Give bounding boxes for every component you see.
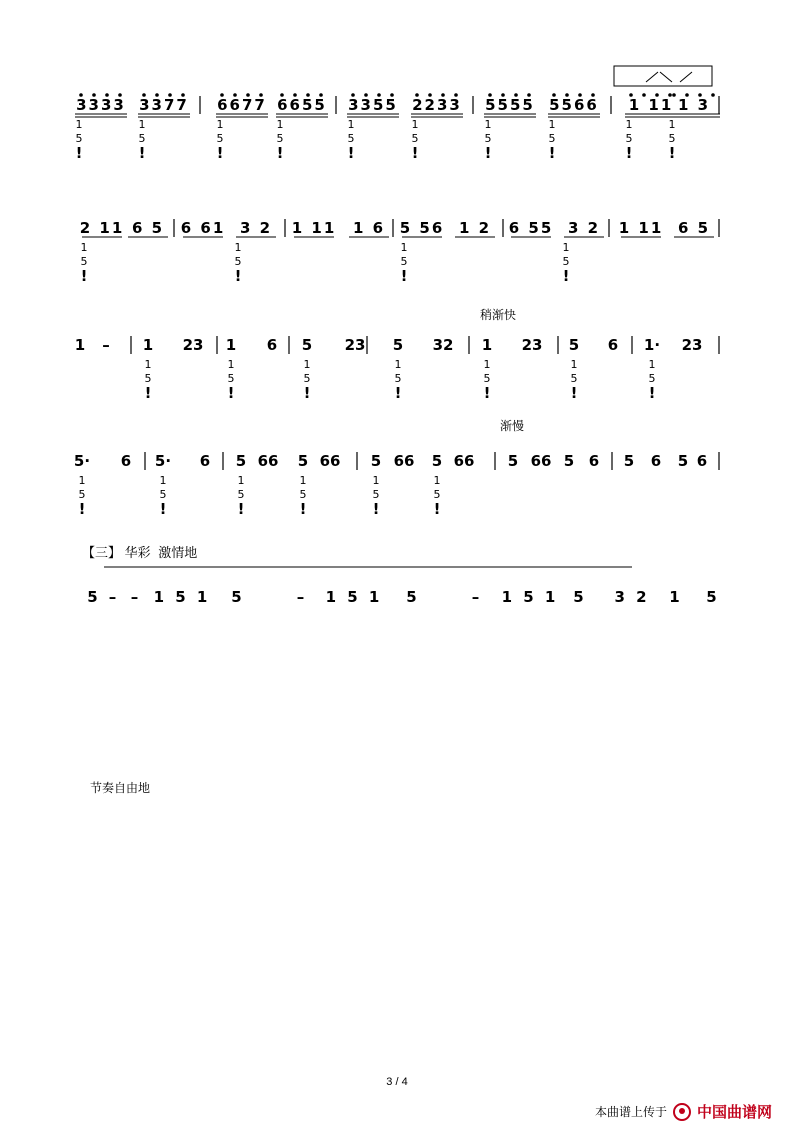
note-group: 2 11: [79, 219, 125, 237]
note-group: 1 6: [352, 219, 386, 237]
pedal-note: 1: [483, 358, 491, 371]
note: 1 5 1: [153, 588, 211, 606]
pedal-mark: !: [227, 384, 235, 402]
pedal-note: 5: [227, 372, 235, 385]
pedal-mark: !: [303, 384, 311, 402]
note-group: 5555: [485, 96, 535, 114]
pedal-note: 1: [299, 474, 307, 487]
octave-dot-high: [528, 94, 531, 97]
note-group: 3333: [76, 96, 126, 114]
page-number-text: 3 / 4: [386, 1076, 408, 1088]
pedal-mark: !: [570, 384, 578, 402]
pedal-mark: !: [400, 267, 408, 285]
note: 1: [225, 336, 237, 354]
bowing-stroke: [660, 72, 672, 82]
octave-dot-high: [119, 94, 122, 97]
note: 6: [199, 452, 211, 470]
note: 6: [696, 452, 708, 470]
octave-dot-high: [566, 94, 569, 97]
pedal-note: 5: [394, 372, 402, 385]
pedal-note: 5: [159, 488, 167, 501]
octave-dot-high: [378, 94, 381, 97]
note: 6: [266, 336, 278, 354]
note: 5: [623, 452, 635, 470]
note-group: 3 2: [239, 219, 273, 237]
pedal-mark: !: [483, 384, 491, 402]
note: 1·: [643, 336, 661, 354]
note: 3 2: [614, 588, 650, 606]
pedal-mark: !: [411, 144, 419, 162]
pedal-note: 1: [80, 241, 88, 254]
note: 66: [257, 452, 279, 470]
octave-dot-high: [416, 94, 419, 97]
note-group: 1 11: [291, 219, 337, 237]
note: 23: [182, 336, 204, 354]
note: 6: [588, 452, 600, 470]
pedal-note: 1: [159, 474, 167, 487]
pedal-note: 1: [303, 358, 311, 371]
bowing-stroke: [680, 72, 692, 82]
pedal-note: 1: [227, 358, 235, 371]
notes-layer: [74, 96, 720, 606]
pedal-mark: !: [216, 144, 224, 162]
note-group: 3355: [348, 96, 398, 114]
pedal-note: 1: [625, 118, 633, 131]
pedal-note: 5: [433, 488, 441, 501]
pedal-note: 5: [570, 372, 578, 385]
octave-dot-high: [320, 94, 323, 97]
octave-dot-high: [80, 94, 83, 97]
note-group: 3377: [139, 96, 189, 114]
octave-dot-high: [143, 94, 146, 97]
pedal-note: 1: [548, 118, 556, 131]
note: 1: [669, 588, 683, 606]
pedal-mark: !: [668, 144, 676, 162]
note: –: [130, 588, 142, 606]
octave-dot-high: [630, 94, 633, 97]
octave-dot-high: [455, 94, 458, 97]
pedal-mark: !: [394, 384, 402, 402]
note: 5: [563, 452, 575, 470]
note: 5: [392, 336, 404, 354]
octave-dot-high: [699, 94, 702, 97]
note: 66: [453, 452, 475, 470]
pedal-note: 5: [562, 255, 570, 268]
octave-dot-high: [579, 94, 582, 97]
pedal-mark: !: [159, 500, 167, 518]
note: 1: [74, 336, 86, 354]
pedal-note: 5: [400, 255, 408, 268]
note-group: 2233: [412, 96, 462, 114]
note: 1: [481, 336, 493, 354]
pedal-note: 5: [483, 372, 491, 385]
note: 5: [87, 588, 101, 606]
marks-layer: [75, 66, 720, 567]
pedal-note: 1: [648, 358, 656, 371]
bowing-box: [614, 66, 712, 86]
pedal-note: 1: [276, 118, 284, 131]
pedal-mark: !: [548, 144, 556, 162]
pedal-note: 5: [234, 255, 242, 268]
note: –: [296, 588, 308, 606]
note: 1 5 1: [501, 588, 559, 606]
note: 5: [370, 452, 382, 470]
note: 5: [573, 588, 587, 606]
note: 5: [406, 588, 420, 606]
site-name[interactable]: 中国曲谱网: [696, 1103, 772, 1121]
note: 5: [677, 452, 689, 470]
pedal-mark: !: [347, 144, 355, 162]
note: 5·: [154, 452, 172, 470]
note: 5: [431, 452, 443, 470]
note: 6: [607, 336, 619, 354]
note-group: 6677: [217, 96, 267, 114]
pedal-mark: !: [625, 144, 633, 162]
pedal-mark: !: [648, 384, 656, 402]
note: –: [102, 336, 110, 354]
note-group: 6 55: [508, 219, 554, 237]
pedal-note: 5: [78, 488, 86, 501]
note: 6: [120, 452, 132, 470]
pedal-note: 5: [548, 132, 556, 145]
note-group: 6 5: [131, 219, 165, 237]
pedal-mark: !: [562, 267, 570, 285]
pedal-mark: !: [138, 144, 146, 162]
pedal-note: 5: [80, 255, 88, 268]
pedal-mark: !: [234, 267, 242, 285]
octave-dot-high: [221, 94, 224, 97]
uploaded-to-text: 本曲谱上传于: [594, 1105, 667, 1119]
octave-dot-high: [156, 94, 159, 97]
octave-dot-high: [106, 94, 109, 97]
pedal-note: 5: [276, 132, 284, 145]
pedal-note: 5: [216, 132, 224, 145]
note: 5: [301, 336, 313, 354]
octave-dot-high: [686, 94, 689, 97]
octave-dot-high: [234, 94, 237, 97]
octave-dot-high: [643, 94, 646, 97]
pedal-mark: !: [237, 500, 245, 518]
pedal-note: 1: [433, 474, 441, 487]
pedal-note: 1: [372, 474, 380, 487]
pedal-note: 5: [347, 132, 355, 145]
pedal-note: 5: [411, 132, 419, 145]
note: 5: [507, 452, 519, 470]
pedal-note: 1: [411, 118, 419, 131]
pedal-note: 1: [668, 118, 676, 131]
tempo-gradually-slower: 渐慢: [500, 419, 525, 433]
octave-dot-high: [93, 94, 96, 97]
octave-dot-high: [352, 94, 355, 97]
note-group: 6 61: [180, 219, 226, 237]
page-number: [0, 1076, 794, 1088]
section-title: 华彩: [124, 545, 151, 560]
pedal-mark: !: [75, 144, 83, 162]
note: 5: [231, 588, 245, 606]
note: 23: [344, 336, 366, 354]
octave-dot-high: [592, 94, 595, 97]
octave-dot-high: [502, 94, 505, 97]
section-heading: [82, 542, 197, 561]
octave-dot-high: [442, 94, 445, 97]
footer-credit: [595, 1101, 772, 1122]
note: 6: [650, 452, 662, 470]
octave-dot-high: [182, 94, 185, 97]
note-group: 1 3: [677, 96, 711, 114]
octave-dot-high: [294, 94, 297, 97]
octave-dot-high: [553, 94, 556, 97]
octave-dot-high: [669, 94, 672, 97]
pedal-note: 1: [394, 358, 402, 371]
note: 1 5 1: [325, 588, 383, 606]
note: 5: [297, 452, 309, 470]
octave-dot-high: [656, 94, 659, 97]
note: 5: [235, 452, 247, 470]
note-group: 5 56: [399, 219, 445, 237]
pedal-note: 1: [75, 118, 83, 131]
tempo-rubato: 节奏自由地: [90, 781, 151, 795]
pedal-note: 5: [484, 132, 492, 145]
pedal-note: 1: [562, 241, 570, 254]
pedal-mark: !: [78, 500, 86, 518]
note: 5·: [73, 452, 91, 470]
pedal-note: 1: [234, 241, 242, 254]
pedal-note: 1: [400, 241, 408, 254]
pedal-mark: !: [299, 500, 307, 518]
pedal-mark: !: [80, 267, 88, 285]
pedal-note: 1: [347, 118, 355, 131]
note: –: [471, 588, 483, 606]
note: 23: [681, 336, 703, 354]
octave-dot-high: [515, 94, 518, 97]
note: 5: [706, 588, 720, 606]
pedal-note: 5: [299, 488, 307, 501]
pedal-mark: !: [484, 144, 492, 162]
octave-dot-high: [712, 94, 715, 97]
octave-dot-high: [365, 94, 368, 97]
tempo-gradually-faster: 稍渐快: [480, 308, 517, 322]
note-group: 6655: [277, 96, 327, 114]
note: –: [108, 588, 120, 606]
pedal-note: 1: [138, 118, 146, 131]
note: 66: [393, 452, 415, 470]
note: 23: [521, 336, 543, 354]
pedal-note: 5: [237, 488, 245, 501]
section-bracket-label: 【三】: [82, 545, 122, 560]
pedal-note: 5: [668, 132, 676, 145]
octave-dot-high: [307, 94, 310, 97]
pedal-note: 1: [484, 118, 492, 131]
pedal-note: 1: [570, 358, 578, 371]
pedal-note: 5: [648, 372, 656, 385]
octave-dot-high: [391, 94, 394, 97]
pedal-note: 5: [144, 372, 152, 385]
note: 66: [319, 452, 341, 470]
bowing-stroke: [646, 72, 658, 82]
octave-dot-high: [281, 94, 284, 97]
note-group: 1 11: [628, 96, 674, 114]
pedal-mark: !: [144, 384, 152, 402]
pedal-note: 1: [237, 474, 245, 487]
note: 66: [530, 452, 552, 470]
pedal-note: 1: [216, 118, 224, 131]
pedal-note: 5: [303, 372, 311, 385]
pedal-note: 5: [138, 132, 146, 145]
pedal-note: 5: [372, 488, 380, 501]
octave-dot-high: [169, 94, 172, 97]
site-logo-icon: [673, 1103, 691, 1121]
pedal-note: 1: [144, 358, 152, 371]
octave-dot-high: [489, 94, 492, 97]
pedal-note: 5: [625, 132, 633, 145]
note: 1: [142, 336, 154, 354]
pedal-mark: !: [276, 144, 284, 162]
note-group: 1 2: [458, 219, 492, 237]
pedal-note: 1: [78, 474, 86, 487]
note-group: 3 2: [567, 219, 601, 237]
pedal-mark: !: [433, 500, 441, 518]
octave-dot-high: [260, 94, 263, 97]
note: 32: [432, 336, 454, 354]
octave-dot-high: [247, 94, 250, 97]
pedal-note: 5: [75, 132, 83, 145]
section-expression: 激情地: [158, 545, 198, 560]
pedal-mark: !: [372, 500, 380, 518]
note-group: 5566: [549, 96, 599, 114]
octave-dot-high: [429, 94, 432, 97]
note: 5: [568, 336, 580, 354]
note-group: 1 11: [618, 219, 664, 237]
octave-dot-high: [673, 94, 676, 97]
note-group: 6 5: [677, 219, 711, 237]
